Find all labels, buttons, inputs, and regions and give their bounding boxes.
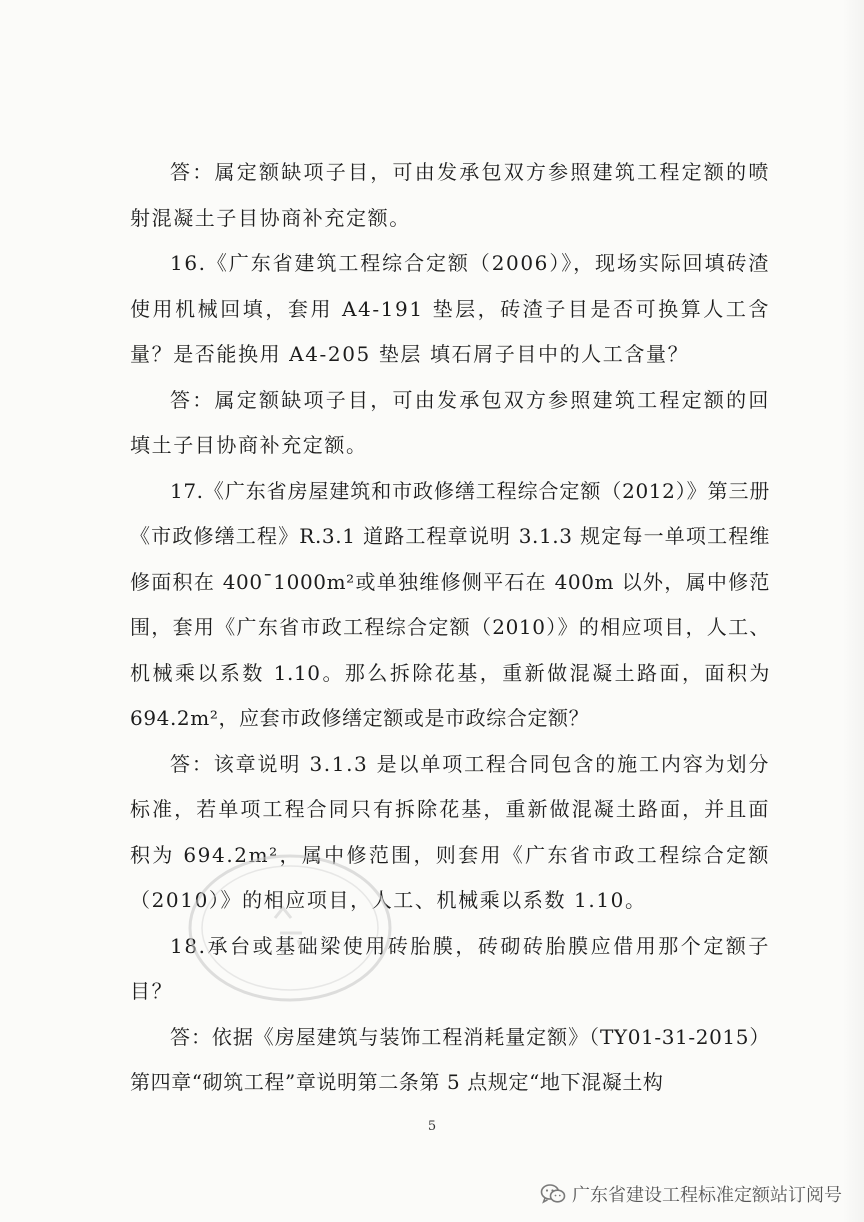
question-paragraph-16: 16.《广东省建筑工程综合定额（2006）》，现场实际回填砖渣使用机械回填，套用 A4-191 垫层，砖渣子目是否可换算人工含量？是否能换用 A4-205 垫层 填石屑子目中的人工含量？ <box>130 251 770 366</box>
answer-paragraph-16: 答：属定额缺项子目，可由发承包双方参照建筑工程定额的回填土子目协商补充定额。 <box>130 387 770 457</box>
wechat-watermark <box>540 1181 842 1207</box>
answer-paragraph-15: 答：属定额缺项子目，可由发承包双方参照建筑工程定额的喷射混凝土子目协商补充定额。 <box>130 160 770 230</box>
paper-edge-shadow <box>842 0 864 1222</box>
answer-paragraph-18: 答：依据《房屋建筑与装饰工程消耗量定额》（TY01-31-2015）第四章“砌筑工程”章说明第二条第 5 点规定“地下混凝土构 <box>130 1024 770 1094</box>
page-number: 5 <box>427 1119 437 1134</box>
wechat-icon <box>540 1183 566 1205</box>
answer-paragraph-17: 答：该章说明 3.1.3 是以单项工程合同包含的施工内容为划分标准，若单项工程合同只有拆除花基，重新做混凝土路面，并且面积为 694.2m²，属中修范围，则套用《广东省市政工程综合定额（2010）》的相应项目，人工、机械乘以系数 1.10。 <box>130 751 770 912</box>
document-body <box>130 150 770 1106</box>
watermark-text: 广东省建设工程标准定额站订阅号 <box>572 1185 842 1206</box>
question-paragraph-18: 18.承台或基础梁使用砖胎膜，砖砌砖胎膜应借用那个定额子目？ <box>130 933 770 1003</box>
question-paragraph-17: 17.《广东省房屋建筑和市政修缮工程综合定额（2012）》第三册《市政修缮工程》R.3.1 道路工程章说明 3.1.3 规定每一单项工程维修面积在 400¯1000m²或单独维修侧平石在 400m 以外，属中修范围，套用《广东省市政工程综合定额（2010）》的相应项目，人工、机械乘以系数 1.10。那么拆除花基，重新做混凝土路面，面积为 694.2m²，应套市政修缮定额或是市政综合定额？ <box>130 478 770 730</box>
